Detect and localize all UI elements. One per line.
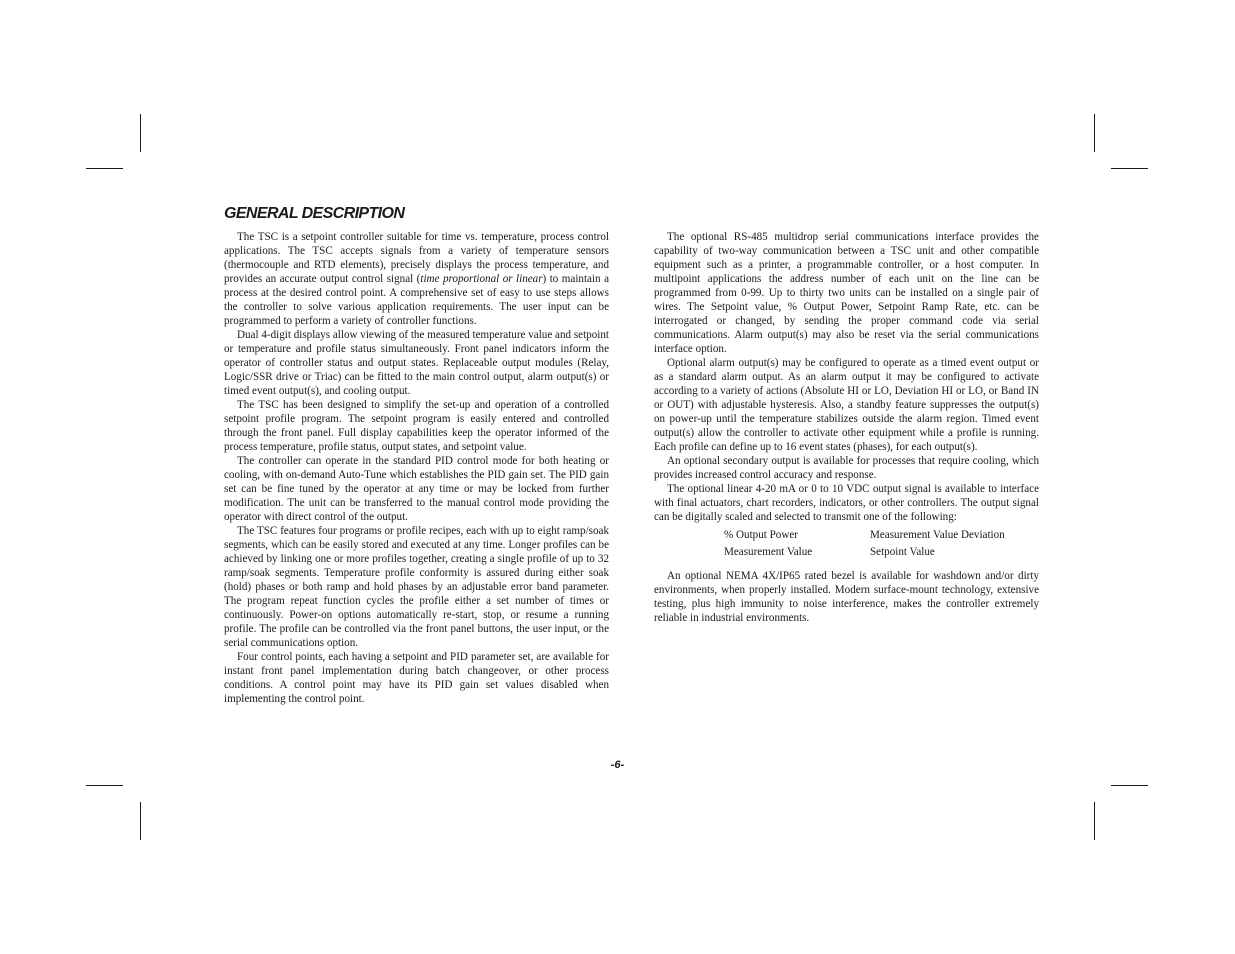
paragraph-profile-recipes: The TSC features four programs or profile recipes, each with up to eight ramp/soak segments, which can be easily stored and executed at any time. Longer profiles can be achieved by linking one or more profiles together, creating a single profile of up to 32 ramp/soak segments. Temperature profile conformity is assured during either soak (hold) phases or both ramp and hold phases by an adjustable error band parameter. The program repeat function cycles the profile either a set number of times or continuously. Power-on options automatically re-start, stop, or resume a running profile. The profile can be controlled via the front panel buttons, the user input, or the serial communications option. — [224, 525, 609, 649]
paragraph-linear-output: The optional linear 4-20 mA or 0 to 10 VDC output signal is available to interface with final actuators, chart recorders, indicators, or other controllers. The output signal can be digitally scaled and selected to transmit one of the following: — [654, 483, 1039, 523]
paragraph-alarm-outputs: Optional alarm output(s) may be configured to operate as a timed event output or as a standard alarm output. As an alarm output it may be configured to activate according to a variety of actions (Absolute HI or LO, Deviation HI or LO, or Band IN or OUT) with adjustable hysteresis. Also, a standby feature suppresses the output(s) on power-up until the temperature stabilizes outside the alarm region. Timed event output(s) allow the controller to activate other equipment while a profile is running. Each profile can define up to 16 event states (phases), for each output(s). — [654, 357, 1039, 453]
paragraph-secondary-output: An optional secondary output is available for processes that require cooling, which provides increased control accuracy and response. — [654, 455, 1039, 481]
paragraph-pid-control: The controller can operate in the standard PID control mode for both heating or cooling, with on-demand Auto-Tune which establishes the PID gain set. The PID gain set can be fine tuned by the operator at any time or may be locked from further modification. The unit can be transferred to the manual control mode providing the operator with direct control of the output. — [224, 455, 609, 523]
linear-output-options — [724, 528, 1039, 559]
paragraph-displays: Dual 4-digit displays allow viewing of the measured temperature value and setpoint or temperature and profile status simultaneously. Front panel indicators inform the operator of controller status and output states. Replaceable output modules (Relay, Logic/SSR drive or Triac) can be fitted to the main control output, alarm output(s) or timed event output(s), and cooling output. — [224, 329, 609, 397]
output-option: Measurement Value — [724, 546, 813, 558]
spacer — [654, 559, 1039, 569]
crop-mark-bottom-right-horizontal — [1111, 785, 1148, 786]
page-number: -6- — [610, 759, 625, 771]
paragraph-control-points: Four control points, each having a setpoint and PID parameter set, are available for instant front panel implementation during batch changeover, or other process conditions. A control point may have its PID gain set values disabled when implementing the control point. — [224, 651, 609, 705]
paragraph-overview-text-end: ) to maintain a process at the desired control point. A comprehensive set of easy to use steps allows the controller to solve various application requirements. The user input can be programmed to perform a variety of controller functions. — [224, 273, 609, 327]
paragraph-overview-text: The TSC is a setpoint controller suitable for time vs. temperature, process control applications. The TSC accepts signals from a variety of temperature sensors (thermocouple and RTD elements), precisely displays the process temperature, and provides an accurate output control signal ( — [224, 231, 609, 285]
crop-mark-top-right-horizontal — [1111, 168, 1148, 169]
right-column — [654, 230, 1039, 625]
output-option: % Output Power — [724, 529, 798, 541]
paragraph-serial-communications: The optional RS-485 multidrop serial communications interface provides the capability of two-way communication between a TSC unit and other compatible equipment such as a printer, a programmable controller, or a host computer. In multipoint applications the address number of each unit on the line can be programmed from 0-99. Up to thirty two units can be installed on a single pair of wires. The Setpoint value, % Output Power, Setpoint Ramp Rate, etc. can be interrogated or changed, by sending the proper command code via serial communications. Alarm output(s) may also be reset via the serial communications interface option. — [654, 231, 1039, 355]
paragraph-overview-italic: time proportional or linear — [420, 273, 543, 285]
section-heading: GENERAL DESCRIPTION — [224, 205, 405, 222]
crop-mark-top-right-vertical — [1094, 114, 1095, 152]
crop-mark-bottom-right-vertical — [1094, 802, 1095, 840]
crop-mark-bottom-left-vertical — [140, 802, 141, 840]
crop-mark-top-left-horizontal — [86, 168, 123, 169]
output-option: Measurement Value Deviation — [870, 529, 1005, 541]
paragraph-overview — [224, 230, 609, 328]
paragraph-nema-bezel: An optional NEMA 4X/IP65 rated bezel is available for washdown and/or dirty environments, when properly installed. Modern surface-mount technology, extensive testing, plus high immunity to noise interference, makes the controller extremely reliable in industrial environments. — [654, 570, 1039, 624]
crop-mark-bottom-left-horizontal — [86, 785, 123, 786]
output-option: Setpoint Value — [870, 546, 935, 558]
paragraph-profile-program: The TSC has been designed to simplify the set-up and operation of a controlled setpoint profile program. The setpoint program is easily entered and controlled through the front panel. Full display capabilities keep the operator informed of the process temperature, profile status, output states, and setpoint value. — [224, 399, 609, 453]
left-column — [224, 230, 609, 706]
crop-mark-top-left-vertical — [140, 114, 141, 152]
